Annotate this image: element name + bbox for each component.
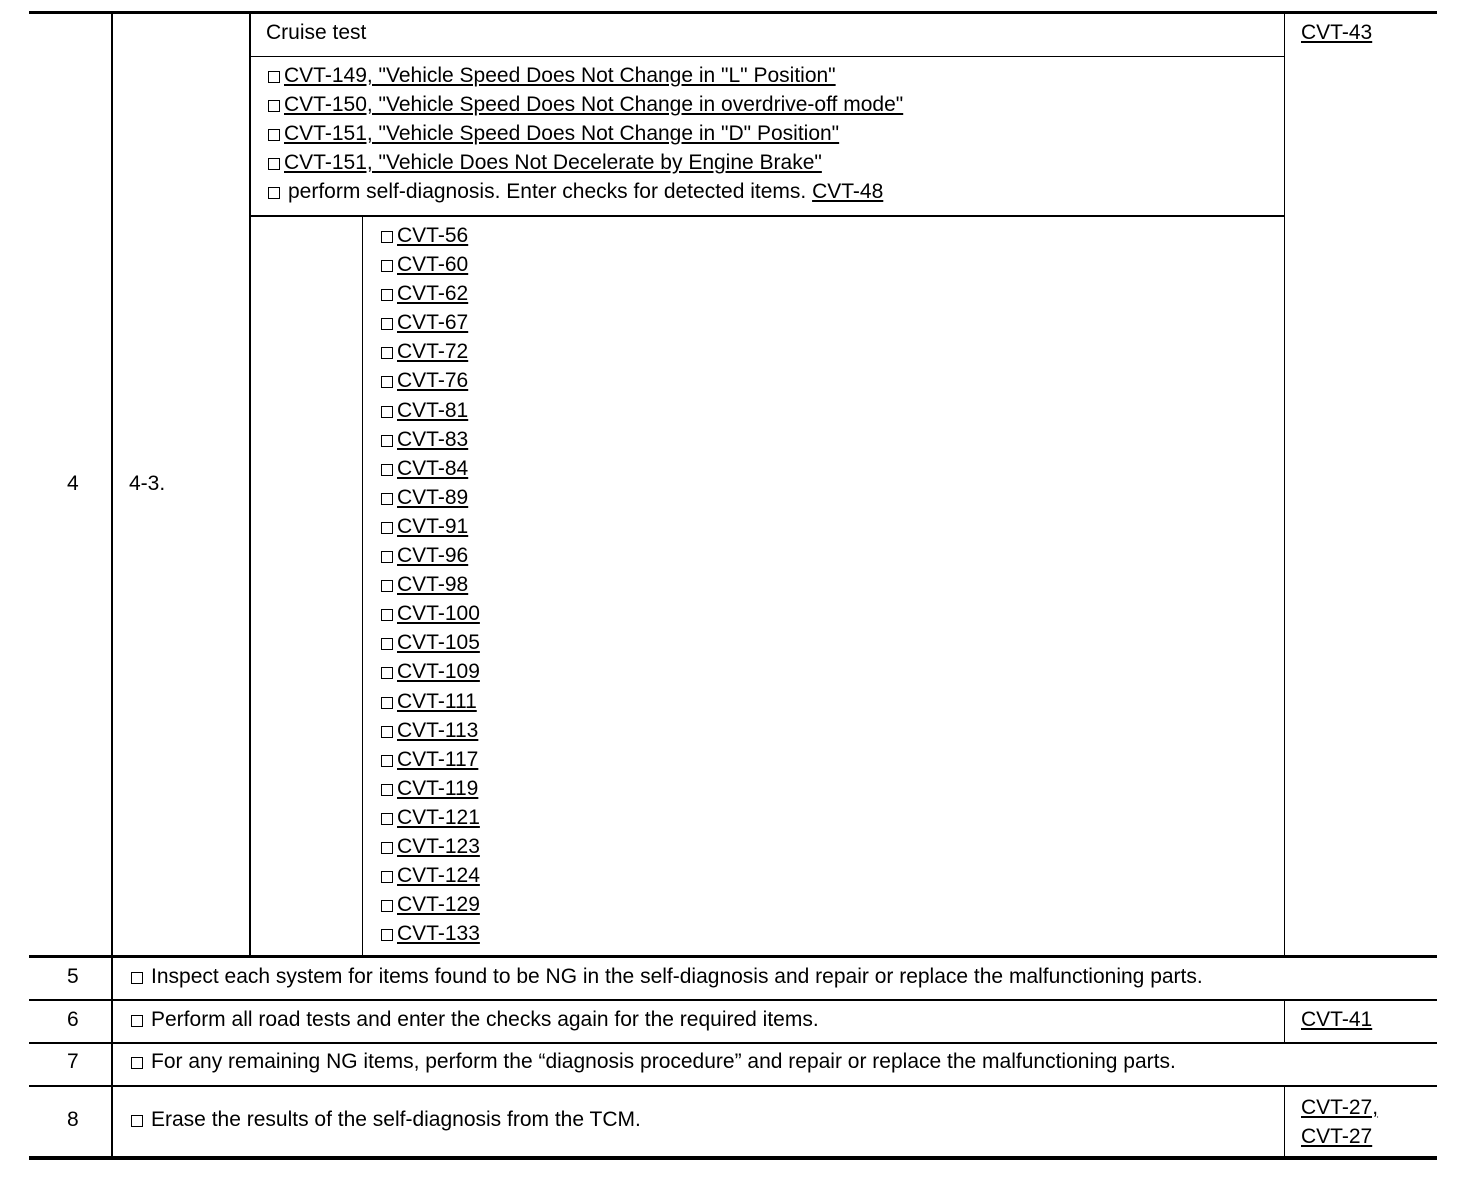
check-item xyxy=(381,454,480,483)
dtc-ref-link[interactable]: CVT-133 xyxy=(397,922,480,946)
check-item xyxy=(381,570,480,599)
dtc-ref-link[interactable]: CVT-129 xyxy=(397,893,480,917)
step-instruction xyxy=(131,965,1203,989)
check-item xyxy=(381,308,480,337)
rule xyxy=(250,56,1285,57)
step-instruction xyxy=(131,1108,641,1132)
check-item xyxy=(381,919,480,948)
dtc-ref-link[interactable]: CVT-67 xyxy=(397,311,469,335)
self-diagnosis-text: perform self-diagnosis. Enter checks for detected items. xyxy=(288,180,807,203)
checkbox[interactable] xyxy=(268,100,280,112)
check-item xyxy=(381,221,480,250)
step-number: 8 xyxy=(67,1108,79,1131)
symptom-link[interactable]: CVT-151, "Vehicle Does Not Decelerate by Engine Brake" xyxy=(284,151,822,174)
dtc-ref-link[interactable]: CVT-83 xyxy=(397,427,469,451)
check-item xyxy=(381,366,480,395)
dtc-ref-link[interactable]: CVT-81 xyxy=(397,398,469,422)
checkbox[interactable] xyxy=(381,813,393,825)
rule xyxy=(29,1042,1437,1044)
dtc-ref-link[interactable]: CVT-89 xyxy=(397,485,469,509)
dtc-ref-link[interactable]: CVT-121 xyxy=(397,805,480,829)
checkbox[interactable] xyxy=(381,784,393,796)
symptom-link[interactable]: CVT-150, "Vehicle Speed Does Not Change in overdrive-off mode" xyxy=(284,93,904,116)
rule xyxy=(250,215,1285,217)
check-item xyxy=(381,687,480,716)
dtc-ref-link[interactable]: CVT-117 xyxy=(397,747,479,771)
dtc-check-list xyxy=(381,221,480,948)
rule xyxy=(29,999,1437,1001)
cruise-test-label: Cruise test xyxy=(266,21,367,44)
dtc-ref-link[interactable]: CVT-119 xyxy=(397,776,479,800)
symptom-link[interactable]: CVT-149, "Vehicle Speed Does Not Change in "L" Position" xyxy=(284,64,836,87)
checkbox[interactable] xyxy=(131,1015,143,1027)
checkbox[interactable] xyxy=(381,522,393,534)
dtc-ref-link[interactable]: CVT-76 xyxy=(397,369,469,393)
instruction-text: Perform all road tests and enter the checks again for the required items. xyxy=(151,1008,819,1031)
check-item xyxy=(268,61,903,90)
rule xyxy=(1284,11,1285,957)
step-number: 6 xyxy=(67,1008,79,1031)
cruise-test-ref-link[interactable]: CVT-43 xyxy=(1301,21,1373,44)
step-instruction xyxy=(131,1050,1176,1074)
checkbox[interactable] xyxy=(268,71,280,83)
checkbox[interactable] xyxy=(381,493,393,505)
checkbox[interactable] xyxy=(381,667,393,679)
dtc-ref-link[interactable]: CVT-124 xyxy=(397,864,480,888)
checkbox[interactable] xyxy=(381,580,393,592)
check-item xyxy=(268,177,903,206)
step-instruction xyxy=(131,1008,819,1032)
check-item xyxy=(381,425,480,454)
instruction-text: Erase the results of the self-diagnosis from the TCM. xyxy=(151,1108,641,1131)
dtc-ref-link[interactable]: CVT-113 xyxy=(397,718,479,742)
checkbox[interactable] xyxy=(381,376,393,388)
check-item xyxy=(268,90,903,119)
dtc-ref-link[interactable]: CVT-56 xyxy=(397,224,469,247)
checkbox[interactable] xyxy=(131,1057,143,1069)
table-bottom-border xyxy=(29,1156,1437,1160)
checkbox[interactable] xyxy=(381,347,393,359)
rule xyxy=(29,1085,1437,1087)
rule xyxy=(249,11,251,957)
rule xyxy=(1284,1086,1285,1158)
rule xyxy=(29,955,1437,958)
check-item xyxy=(381,250,480,279)
checkbox[interactable] xyxy=(381,435,393,447)
checkbox[interactable] xyxy=(381,900,393,912)
reference-cell xyxy=(1301,21,1372,45)
checkbox[interactable] xyxy=(381,609,393,621)
road-test-ref-link[interactable]: CVT-41 xyxy=(1301,1008,1373,1031)
checkbox[interactable] xyxy=(381,726,393,738)
step-number: 7 xyxy=(67,1050,79,1073)
check-item xyxy=(381,279,480,308)
checkbox[interactable] xyxy=(268,129,280,141)
checkbox[interactable] xyxy=(381,842,393,854)
erase-ref-link[interactable]: CVT-27, xyxy=(1301,1096,1379,1119)
symptom-check-list xyxy=(268,61,903,206)
erase-ref-link[interactable]: CVT-27 xyxy=(1301,1125,1373,1148)
dtc-ref-link[interactable]: CVT-62 xyxy=(397,282,469,306)
checkbox[interactable] xyxy=(381,289,393,301)
rule xyxy=(111,11,113,1160)
checkbox[interactable] xyxy=(381,755,393,767)
checkbox[interactable] xyxy=(381,871,393,883)
dtc-ref-link[interactable]: CVT-123 xyxy=(397,834,480,858)
reference-cell xyxy=(1301,1093,1378,1151)
checkbox[interactable] xyxy=(268,158,280,170)
check-item xyxy=(381,890,480,919)
checkbox[interactable] xyxy=(381,231,393,243)
check-item xyxy=(381,861,480,890)
instruction-text: For any remaining NG items, perform the “diagnosis procedure” and repair or replace the malfunctioning parts. xyxy=(151,1050,1176,1073)
checkbox[interactable] xyxy=(381,697,393,709)
check-item xyxy=(381,832,480,861)
checkbox[interactable] xyxy=(131,1115,143,1127)
checkbox[interactable] xyxy=(381,551,393,563)
table-top-border xyxy=(29,11,1437,14)
dtc-ref-link[interactable]: CVT-84 xyxy=(397,456,469,480)
check-item xyxy=(381,337,480,366)
dtc-ref-link[interactable]: CVT-60 xyxy=(397,253,469,277)
check-item xyxy=(381,716,480,745)
check-item xyxy=(381,745,480,774)
check-item xyxy=(381,774,480,803)
check-item xyxy=(381,483,480,512)
check-item xyxy=(381,657,480,686)
step-number: 5 xyxy=(67,965,79,988)
checkbox[interactable] xyxy=(381,406,393,418)
check-item xyxy=(268,148,903,177)
check-item xyxy=(381,628,480,657)
self-diagnosis-ref-link[interactable]: CVT-48 xyxy=(812,180,884,203)
check-item xyxy=(381,512,480,541)
check-item xyxy=(268,119,903,148)
step-number: 4 xyxy=(67,472,79,495)
checkbox[interactable] xyxy=(381,464,393,476)
checkbox[interactable] xyxy=(381,929,393,941)
dtc-ref-link[interactable]: CVT-105 xyxy=(397,631,480,655)
check-item xyxy=(381,803,480,832)
check-item xyxy=(381,396,480,425)
checkbox[interactable] xyxy=(381,318,393,330)
instruction-text: Inspect each system for items found to be NG in the self-diagnosis and repair or replace the malfunctioning parts. xyxy=(151,965,1203,988)
dtc-ref-link[interactable]: CVT-98 xyxy=(397,573,469,597)
dtc-ref-link[interactable]: CVT-91 xyxy=(397,514,469,538)
rule xyxy=(1284,1000,1285,1043)
checkbox[interactable] xyxy=(381,638,393,650)
dtc-ref-link[interactable]: CVT-96 xyxy=(397,544,469,568)
checkbox[interactable] xyxy=(381,260,393,272)
dtc-ref-link[interactable]: CVT-109 xyxy=(397,660,480,684)
substep-label: 4-3. xyxy=(129,472,166,495)
dtc-ref-link[interactable]: CVT-72 xyxy=(397,340,469,364)
check-item xyxy=(381,541,480,570)
check-item xyxy=(381,599,480,628)
reference-cell xyxy=(1301,1008,1372,1032)
rule xyxy=(362,216,363,957)
dtc-ref-link[interactable]: CVT-100 xyxy=(397,602,480,626)
dtc-ref-link[interactable]: CVT-111 xyxy=(397,689,477,713)
symptom-link[interactable]: CVT-151, "Vehicle Speed Does Not Change in "D" Position" xyxy=(284,122,840,145)
checkbox[interactable] xyxy=(131,972,143,984)
checkbox[interactable] xyxy=(268,187,280,199)
